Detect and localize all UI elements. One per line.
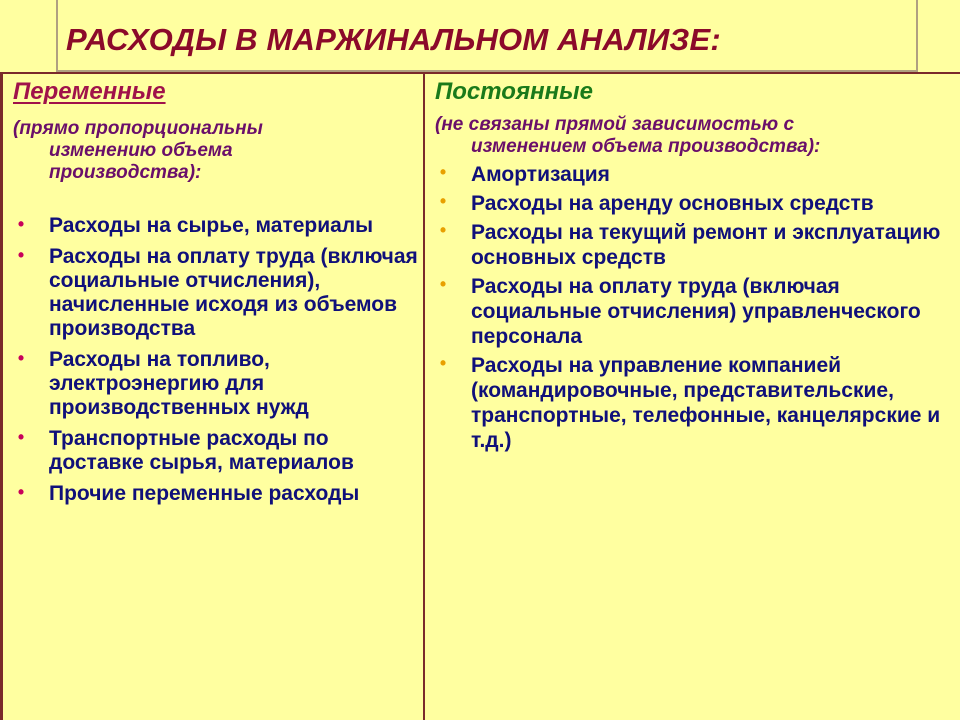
- list-item: [433, 191, 953, 216]
- bullet-icon: •: [439, 162, 447, 182]
- list-item: [11, 245, 421, 341]
- list-item: [11, 427, 421, 475]
- variable-note-line-3: производства):: [49, 162, 202, 183]
- list-item-text: Расходы на текущий ремонт и эксплуатацию основных средств: [471, 221, 941, 269]
- variable-costs-list: [11, 214, 421, 513]
- list-item: [433, 353, 953, 453]
- fixed-costs-column: [425, 74, 960, 720]
- fixed-costs-list: [433, 162, 953, 457]
- list-item-text: Транспортные расходы по доставке сырья, материалов: [49, 427, 354, 474]
- fixed-costs-note: [435, 114, 955, 158]
- variable-note-line-1: (прямо пропорциональны: [13, 118, 263, 139]
- bullet-icon: •: [17, 427, 25, 447]
- bullet-icon: •: [17, 214, 25, 234]
- slide-title: РАСХОДЫ В МАРЖИНАЛЬНОМ АНАЛИЗЕ:: [66, 22, 721, 57]
- list-item-text: Расходы на оплату труда (включая социальные отчисления), начисленные исходя из объемов производства: [49, 245, 418, 340]
- fixed-note-line-2: изменением объема производства):: [471, 136, 821, 157]
- bullet-icon: •: [439, 353, 447, 373]
- fixed-costs-heading: Постоянные: [435, 78, 593, 105]
- list-item-text: Расходы на топливо, электроэнергию для производственных нужд: [49, 348, 309, 419]
- variable-costs-heading: Переменные: [13, 78, 166, 105]
- bullet-icon: •: [17, 482, 25, 502]
- bullet-icon: •: [17, 245, 25, 265]
- variable-costs-note: [13, 118, 413, 184]
- list-item: [433, 220, 953, 270]
- list-item-text: Прочие переменные расходы: [49, 482, 360, 505]
- list-item-text: Расходы на оплату труда (включая социальные отчисления) управленческого персонала: [471, 275, 921, 348]
- list-item: [433, 274, 953, 349]
- list-item-text: Амортизация: [471, 163, 610, 186]
- bullet-icon: •: [439, 191, 447, 211]
- fixed-note-line-1: (не связаны прямой зависимостью с: [435, 114, 795, 135]
- bullet-icon: •: [439, 274, 447, 294]
- list-item: [11, 482, 421, 506]
- list-item-text: Расходы на сырье, материалы: [49, 214, 374, 237]
- list-item: [11, 348, 421, 420]
- variable-costs-column: [0, 74, 425, 720]
- list-item-text: Расходы на аренду основных средств: [471, 192, 874, 215]
- expenses-table: [0, 72, 960, 720]
- variable-note-line-2: изменению объема: [49, 140, 233, 161]
- list-item: [11, 214, 421, 238]
- list-item-text: Расходы на управление компанией (командировочные, представительские, транспортные, телефонные, канцелярские и т.д.): [471, 354, 941, 452]
- bullet-icon: •: [17, 348, 25, 368]
- list-item: [433, 162, 953, 187]
- bullet-icon: •: [439, 220, 447, 240]
